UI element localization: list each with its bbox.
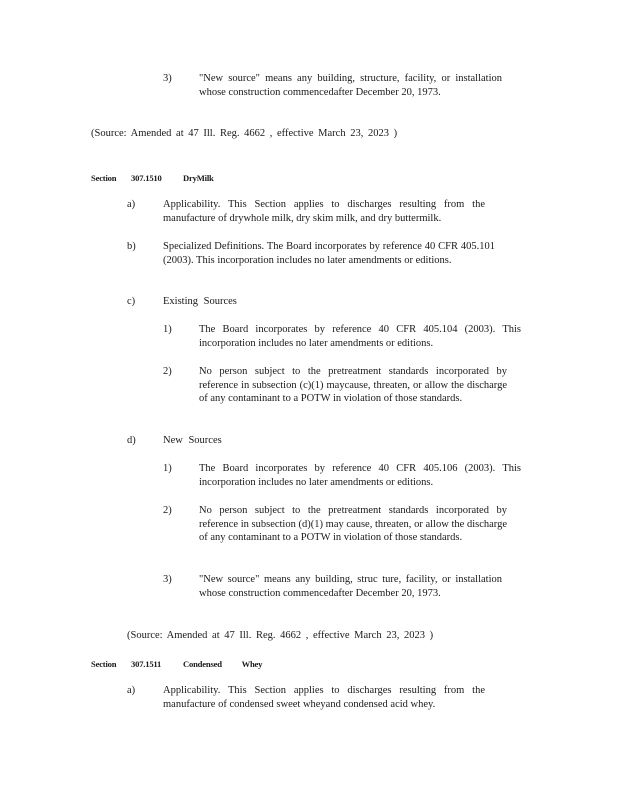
section-word: Section: [91, 173, 117, 183]
item-c1-text: The Board incorporates by reference 40 CFR 405.104 (2003). This incorporation includes no later amendments or editions.: [199, 324, 521, 349]
item-c2-label: 2): [163, 366, 172, 377]
top-item-text: "New source" means any building, structure, facility, or installation whose construction commencedafter December 20, 1973.: [199, 73, 502, 98]
subsection-c-label: c): [127, 296, 136, 307]
section-title: DryMilk: [183, 173, 214, 183]
item-c2-text: No person subject to the pretreatment standards incorporated by reference in subsection (c)(1) maycause, threaten, or allow the discharge of any contaminant to a POTW in violation of those standards.: [199, 366, 507, 405]
item-d3-label: 3): [163, 574, 172, 585]
subsection-a-text: Applicability. This Section applies to discharges resulting from the manufacture of condensed sweet wheyand condensed acid whey.: [163, 685, 485, 710]
item-d2-label: 2): [163, 505, 172, 516]
item-d2-text: No person subject to the pretreatment standards incorporated by reference in subsection (d)(1) may cause, threaten, or allow the discharge of any contaminant to a POTW in violation of those standards.: [199, 505, 507, 544]
source-note: (Source: Amended at 47 Ill. Reg. 4662 , effective March 23, 2023 ): [127, 630, 434, 641]
item-d1-label: 1): [163, 463, 172, 474]
item-c1-label: 1): [163, 324, 172, 335]
item-d3-text: "New source" means any building, struc ture, facility, or installation whose construction commencedafter December 20, 1973.: [199, 574, 502, 599]
section-number: 307.1511: [131, 659, 162, 669]
section-number: 307.1510: [131, 173, 162, 183]
subsection-d-label: d): [127, 435, 136, 446]
top-item-label: 3): [163, 73, 172, 84]
subsection-c-text: Existing Sources: [163, 296, 237, 307]
source-note: (Source: Amended at 47 Ill. Reg. 4662 , effective March 23, 2023 ): [91, 128, 398, 139]
subsection-b-label: b): [127, 241, 136, 252]
item-d1-text: The Board incorporates by reference 40 CFR 405.106 (2003). This incorporation includes no later amendments or editions.: [199, 463, 521, 488]
section-title: Condensed Whey: [183, 659, 263, 669]
subsection-d-text: New Sources: [163, 435, 222, 446]
subsection-a-label: a): [127, 199, 136, 210]
subsection-b-text: Specialized Definitions. The Board incorporates by reference 40 CFR 405.101 (2003). This incorporation includes no later amendments or editions.: [163, 241, 495, 266]
section-word: Section: [91, 659, 117, 669]
subsection-a-text: Applicability. This Section applies to discharges resulting from the manufacture of drywhole milk, dry skim milk, and dry buttermilk.: [163, 199, 485, 224]
subsection-a-label: a): [127, 685, 136, 696]
